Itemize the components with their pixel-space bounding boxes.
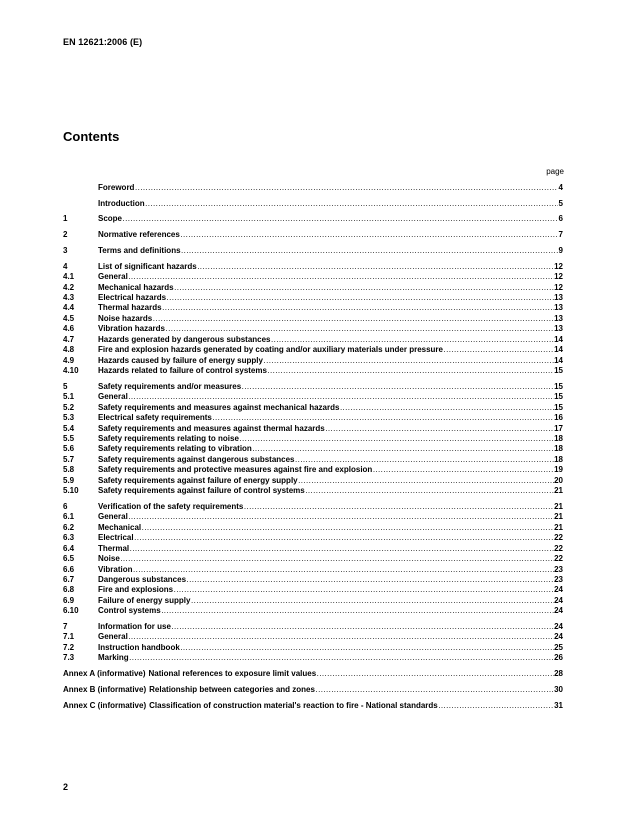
toc-entry-title: Electrical hazards xyxy=(98,292,167,302)
toc-dot-leader xyxy=(325,424,553,434)
toc-entry-number: 4.7 xyxy=(63,334,75,344)
toc-entry[interactable] xyxy=(63,392,563,402)
toc-entry-title: Vibration xyxy=(98,564,133,574)
toc-entry-number: 5.7 xyxy=(63,454,75,464)
toc-dot-leader xyxy=(181,246,558,256)
toc-entry[interactable] xyxy=(63,606,563,616)
toc-entry-number: 6.5 xyxy=(63,554,75,564)
toc-entry[interactable] xyxy=(63,356,563,366)
toc-group xyxy=(63,685,563,695)
toc-entry-number: 4.9 xyxy=(63,355,75,365)
toc-entry-page: 21 xyxy=(554,522,563,532)
toc-dot-leader xyxy=(153,314,554,324)
toc-dot-leader xyxy=(165,324,553,334)
toc-entry[interactable] xyxy=(63,622,563,632)
toc-entry-title: Safety requirements against failure of control systems xyxy=(98,486,305,496)
toc-dot-leader xyxy=(295,455,554,465)
toc-entry-number: 5 xyxy=(63,381,68,391)
toc-dot-leader xyxy=(315,685,553,695)
toc-entry-number: 6.1 xyxy=(63,512,75,522)
toc-entry-title: Noise hazards xyxy=(98,313,153,323)
toc-entry-page: 12 xyxy=(554,261,563,271)
toc-entry-title: General xyxy=(98,272,128,282)
toc-dot-leader xyxy=(438,701,553,711)
toc-entry-number: 5.9 xyxy=(63,475,75,485)
toc-entry-title: Safety requirements against failure of energy supply xyxy=(98,475,298,485)
toc-dot-leader xyxy=(129,653,553,663)
toc-entry-title: Failure of energy supply xyxy=(98,595,191,605)
toc-entry[interactable] xyxy=(63,523,563,533)
toc-dot-leader xyxy=(180,230,558,240)
toc-entry-page: 20 xyxy=(554,475,563,485)
toc-entry[interactable] xyxy=(63,565,563,575)
toc-entry-number: 5.6 xyxy=(63,444,75,454)
toc-dot-leader xyxy=(340,403,554,413)
toc-entry[interactable] xyxy=(63,335,563,345)
toc-group xyxy=(63,262,563,377)
toc-entry[interactable] xyxy=(63,303,563,313)
toc-entry-page: 16 xyxy=(554,413,563,423)
toc-group xyxy=(63,382,563,497)
toc-entry-number: 7 xyxy=(63,622,68,631)
toc-entry-number: 4.3 xyxy=(63,292,75,302)
toc-entry-page: 9 xyxy=(558,245,563,255)
toc-entry-title: Scope xyxy=(98,214,123,224)
toc-dot-leader xyxy=(242,382,554,392)
toc-entry-page: 14 xyxy=(554,345,563,355)
toc-entry[interactable] xyxy=(63,512,563,522)
toc-entry[interactable] xyxy=(63,324,563,334)
toc-dot-leader xyxy=(171,622,553,632)
toc-entry[interactable] xyxy=(63,434,563,444)
toc-entry-title: Vibration hazards xyxy=(98,324,165,334)
toc-entry-number: 5.4 xyxy=(63,423,75,433)
toc-group xyxy=(63,246,563,256)
table-of-contents xyxy=(63,183,563,716)
toc-entry-number: 6.2 xyxy=(63,522,75,532)
toc-entry[interactable] xyxy=(63,199,563,209)
toc-entry[interactable] xyxy=(63,476,563,486)
toc-entry[interactable] xyxy=(63,465,563,475)
toc-entry-page: 22 xyxy=(554,533,563,543)
toc-entry[interactable] xyxy=(63,183,563,193)
toc-dot-leader xyxy=(135,183,558,193)
toc-entry-page: 18 xyxy=(554,433,563,443)
toc-entry-page: 22 xyxy=(554,554,563,564)
toc-entry[interactable] xyxy=(63,403,563,413)
toc-entry[interactable] xyxy=(63,382,563,392)
toc-entry[interactable] xyxy=(63,262,563,272)
toc-entry[interactable] xyxy=(63,272,563,282)
toc-dot-leader xyxy=(120,554,553,564)
toc-entry-page: 5 xyxy=(558,198,563,208)
toc-entry-number: 5.8 xyxy=(63,465,75,475)
toc-entry-title: Safety requirements relating to noise xyxy=(98,433,239,443)
toc-entry-title: Safety requirements against dangerous substances xyxy=(98,454,295,464)
toc-dot-leader xyxy=(373,465,554,475)
toc-entry-title: National references to exposure limit values xyxy=(148,669,317,679)
toc-entry-number: 2 xyxy=(63,230,68,240)
toc-entry-title: Normative references xyxy=(98,230,180,240)
toc-entry-page: 24 xyxy=(554,632,563,642)
toc-dot-leader xyxy=(174,283,554,293)
toc-dot-leader xyxy=(128,632,553,642)
toc-entry-page: 7 xyxy=(558,230,563,240)
toc-entry-number: 7.3 xyxy=(63,653,75,663)
toc-entry[interactable] xyxy=(63,575,563,585)
toc-entry-title: Foreword xyxy=(98,183,135,192)
toc-entry[interactable] xyxy=(63,502,563,512)
toc-entry[interactable] xyxy=(63,486,563,496)
toc-entry[interactable] xyxy=(63,314,563,324)
toc-entry-title: Safety requirements relating to vibration xyxy=(98,444,252,454)
toc-entry-number: 6.3 xyxy=(63,533,75,543)
toc-entry-page: 31 xyxy=(554,700,563,710)
toc-entry[interactable] xyxy=(63,632,563,642)
toc-annex-label: Annex A (informative) xyxy=(63,669,146,679)
toc-dot-leader xyxy=(239,434,553,444)
toc-entry-page: 14 xyxy=(554,334,563,344)
toc-entry[interactable] xyxy=(63,544,563,554)
toc-dot-leader xyxy=(167,293,554,303)
toc-entry-number: 6 xyxy=(63,501,68,511)
toc-entry[interactable] xyxy=(63,669,563,679)
toc-entry[interactable] xyxy=(63,293,563,303)
toc-entry[interactable] xyxy=(63,585,563,595)
toc-entry-title: General xyxy=(98,632,128,642)
toc-entry-title: Electrical xyxy=(98,533,134,543)
toc-entry-title: Terms and definitions xyxy=(98,245,181,255)
toc-entry-number: 5.5 xyxy=(63,433,75,443)
toc-dot-leader xyxy=(267,366,553,376)
toc-entry-page: 23 xyxy=(554,564,563,574)
toc-dot-leader xyxy=(130,544,554,554)
toc-group xyxy=(63,669,563,679)
toc-entry[interactable] xyxy=(63,643,563,653)
toc-dot-leader xyxy=(212,413,553,423)
toc-dot-leader xyxy=(263,356,553,366)
toc-entry-page: 14 xyxy=(554,355,563,365)
toc-entry-number: 4 xyxy=(63,261,68,271)
toc-entry-number: 3 xyxy=(63,245,68,255)
toc-entry-page: 28 xyxy=(554,669,563,679)
toc-entry-title: Safety requirements and measures against thermal hazards xyxy=(98,423,325,433)
toc-entry-page: 24 xyxy=(554,606,563,616)
toc-entry-number: 6.8 xyxy=(63,585,75,595)
toc-entry-page: 4 xyxy=(558,183,563,192)
toc-entry[interactable] xyxy=(63,366,563,376)
toc-entry-page: 21 xyxy=(554,512,563,522)
toc-entry-title: Thermal xyxy=(98,543,130,553)
toc-group xyxy=(63,701,563,711)
toc-entry-number: 4.1 xyxy=(63,272,75,282)
toc-annex-label: Annex B (informative) xyxy=(63,684,147,694)
toc-entry-number: 4.4 xyxy=(63,303,75,313)
toc-entry-title: Mechanical xyxy=(98,522,142,532)
toc-entry-page: 24 xyxy=(554,622,563,631)
toc-dot-leader xyxy=(305,486,553,496)
toc-dot-leader xyxy=(244,502,554,512)
toc-entry-title: General xyxy=(98,392,128,402)
toc-dot-leader xyxy=(298,476,553,486)
toc-dot-leader xyxy=(123,214,559,224)
toc-dot-leader xyxy=(162,303,554,313)
toc-entry[interactable] xyxy=(63,701,563,711)
toc-entry-page: 13 xyxy=(554,313,563,323)
toc-entry-number: 7.2 xyxy=(63,642,75,652)
toc-entry-title: Verification of the safety requirements xyxy=(98,501,244,511)
toc-dot-leader xyxy=(180,643,553,653)
toc-entry-page: 15 xyxy=(554,402,563,412)
toc-entry-title: Instruction handbook xyxy=(98,642,180,652)
toc-dot-leader xyxy=(145,199,558,209)
toc-entry-page: 12 xyxy=(554,282,563,292)
toc-dot-leader xyxy=(128,272,553,282)
toc-entry-title: Safety requirements and protective measures against fire and explosion xyxy=(98,465,373,475)
toc-dot-leader xyxy=(134,533,554,543)
toc-entry-page: 21 xyxy=(554,501,563,511)
toc-entry-page: 18 xyxy=(554,454,563,464)
toc-entry-page: 15 xyxy=(554,392,563,402)
toc-entry-title: Marking xyxy=(98,653,129,663)
toc-entry-number: 6.10 xyxy=(63,606,79,616)
toc-entry-number: 6.6 xyxy=(63,564,75,574)
toc-entry-title: List of significant hazards xyxy=(98,261,197,271)
toc-entry-number: 4.5 xyxy=(63,313,75,323)
toc-entry-title: Classification of construction material's reaction to fire - National standards xyxy=(149,700,438,710)
toc-entry-title: Hazards caused by failure of energy supply xyxy=(98,355,263,365)
toc-entry-page: 13 xyxy=(554,324,563,334)
toc-dot-leader xyxy=(174,585,554,595)
toc-entry[interactable] xyxy=(63,230,563,240)
toc-entry-page: 21 xyxy=(554,486,563,496)
toc-entry-page: 13 xyxy=(554,292,563,302)
toc-dot-leader xyxy=(128,392,553,402)
toc-dot-leader xyxy=(271,335,554,345)
toc-entry-page: 24 xyxy=(554,595,563,605)
toc-entry-title: Electrical safety requirements xyxy=(98,413,212,423)
toc-entry-page: 25 xyxy=(554,642,563,652)
toc-entry[interactable] xyxy=(63,685,563,695)
toc-entry-number: 6.9 xyxy=(63,595,75,605)
toc-entry-title: Dangerous substances xyxy=(98,574,187,584)
toc-annex-label: Annex C (informative) xyxy=(63,700,147,710)
toc-entry[interactable] xyxy=(63,345,563,355)
toc-entry-page: 13 xyxy=(554,303,563,313)
toc-entry[interactable] xyxy=(63,444,563,454)
toc-entry[interactable] xyxy=(63,413,563,423)
toc-entry[interactable] xyxy=(63,455,563,465)
page-column-label: page xyxy=(546,167,564,176)
toc-entry[interactable] xyxy=(63,283,563,293)
toc-entry-title: Information for use xyxy=(98,622,171,631)
toc-entry-title: Safety requirements and measures against mechanical hazards xyxy=(98,402,340,412)
toc-dot-leader xyxy=(191,596,554,606)
toc-entry-number: 4.8 xyxy=(63,345,75,355)
toc-dot-leader xyxy=(128,512,553,522)
toc-entry[interactable] xyxy=(63,533,563,543)
toc-entry-number: 4.6 xyxy=(63,324,75,334)
toc-entry[interactable] xyxy=(63,554,563,564)
toc-entry-page: 19 xyxy=(554,465,563,475)
toc-entry-title: Mechanical hazards xyxy=(98,282,174,292)
toc-entry-page: 24 xyxy=(554,585,563,595)
toc-group xyxy=(63,183,563,193)
toc-entry-page: 15 xyxy=(554,381,563,391)
toc-entry-title: General xyxy=(98,512,128,522)
toc-dot-leader xyxy=(252,444,553,454)
toc-group xyxy=(63,622,563,664)
toc-entry-number: 5.1 xyxy=(63,392,75,402)
toc-dot-leader xyxy=(187,575,554,585)
toc-entry-page: 18 xyxy=(554,444,563,454)
toc-entry-page: 26 xyxy=(554,653,563,663)
toc-entry-page: 17 xyxy=(554,423,563,433)
toc-dot-leader xyxy=(133,565,554,575)
toc-entry[interactable] xyxy=(63,246,563,256)
toc-entry[interactable] xyxy=(63,653,563,663)
toc-entry-page: 22 xyxy=(554,543,563,553)
toc-entry-title: Noise xyxy=(98,554,120,564)
toc-entry-number: 4.10 xyxy=(63,366,79,376)
toc-entry-number: 7.1 xyxy=(63,632,75,642)
page-number: 2 xyxy=(63,782,69,792)
toc-entry-number: 6.4 xyxy=(63,543,75,553)
toc-entry-number: 5.2 xyxy=(63,402,75,412)
toc-entry[interactable] xyxy=(63,214,563,224)
toc-entry-title: Introduction xyxy=(98,198,145,208)
document-header: EN 12621:2006 (E) xyxy=(63,37,143,47)
toc-entry[interactable] xyxy=(63,424,563,434)
toc-entry-title: Fire and explosion hazards generated by coating and/or auxiliary materials under pressure xyxy=(98,345,443,355)
toc-entry-title: Safety requirements and/or measures xyxy=(98,381,242,391)
toc-entry-page: 15 xyxy=(554,366,563,376)
toc-dot-leader xyxy=(317,669,554,679)
toc-entry-page: 23 xyxy=(554,574,563,584)
toc-group xyxy=(63,230,563,240)
toc-dot-leader xyxy=(161,606,553,616)
toc-entry-page: 12 xyxy=(554,272,563,282)
toc-entry-page: 6 xyxy=(558,214,563,224)
toc-entry-title: Relationship between categories and zones xyxy=(149,684,315,694)
toc-entry-title: Control systems xyxy=(98,606,161,616)
toc-dot-leader xyxy=(142,523,554,533)
page-title: Contents xyxy=(63,129,120,144)
toc-entry-page: 30 xyxy=(554,684,563,694)
toc-entry-number: 1 xyxy=(63,214,68,224)
toc-entry-title: Hazards generated by dangerous substances xyxy=(98,334,271,344)
toc-entry-title: Fire and explosions xyxy=(98,585,174,595)
toc-group xyxy=(63,199,563,209)
toc-entry-title: Hazards related to failure of control systems xyxy=(98,366,267,376)
toc-dot-leader xyxy=(197,262,553,272)
toc-entry-number: 4.2 xyxy=(63,282,75,292)
toc-entry-number: 6.7 xyxy=(63,574,75,584)
toc-entry-number: 5.3 xyxy=(63,413,75,423)
toc-group xyxy=(63,214,563,224)
toc-entry-number: 5.10 xyxy=(63,486,79,496)
toc-dot-leader xyxy=(444,345,554,355)
toc-group xyxy=(63,502,563,617)
toc-entry-title: Thermal hazards xyxy=(98,303,162,313)
toc-entry[interactable] xyxy=(63,596,563,606)
